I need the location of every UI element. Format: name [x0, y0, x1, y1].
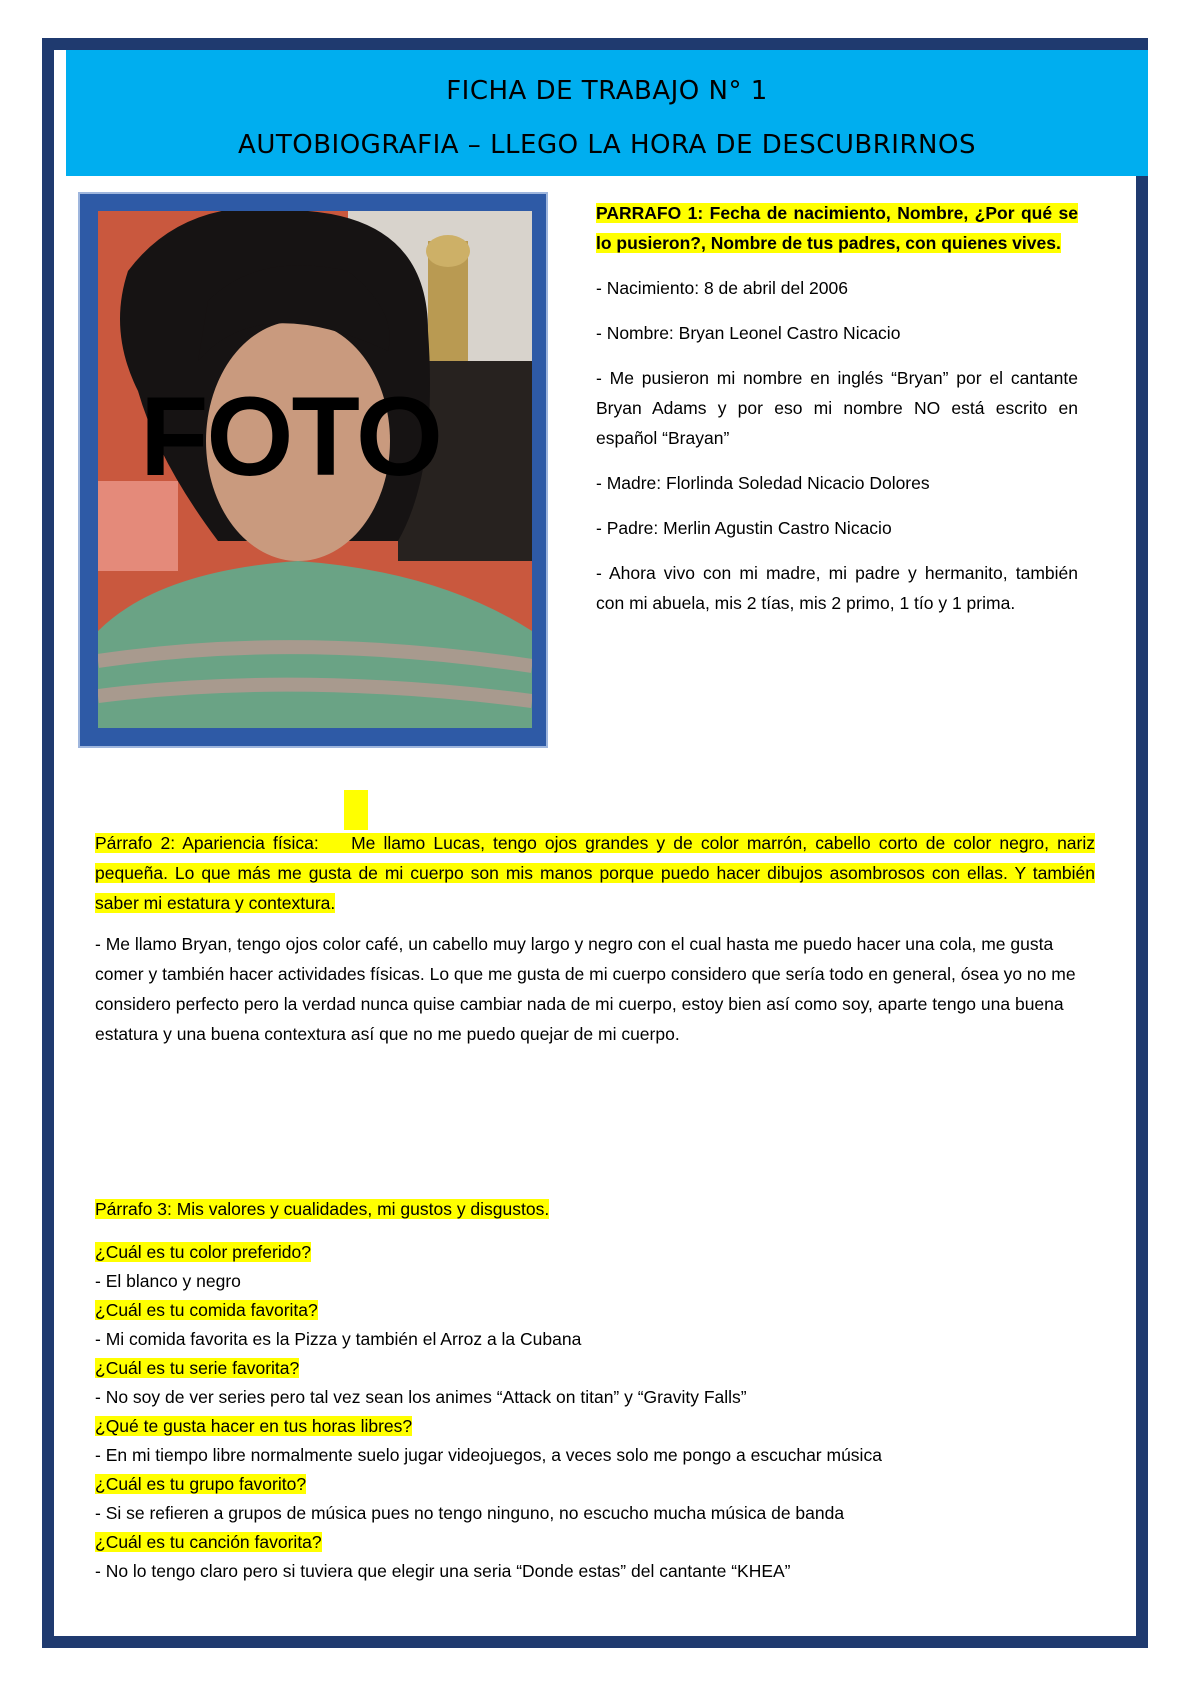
paragraph-2-answer: - Me llamo Bryan, tengo ojos color café, un cabello muy largo y negro con el cual hasta me puedo hacer una cola, me gusta comer y también hacer actividades físicas. Lo que me gusta de mi cuerpo considero que sería todo en general, ósea yo no me considero perfecto pero la verdad nunca quise cambiar nada de mi cuerpo, estoy bien así como soy, aparte tengo una buena estatura y una buena contextura así que no me puedo quejar de mi cuerpo.: [95, 934, 1076, 1044]
answer: - No soy de ver series pero tal vez sean los animes “Attack on titan” y “Gravity Falls”: [95, 1387, 747, 1407]
paragraph-2: [95, 828, 1095, 1049]
foto-overlay-label: FOTO: [140, 374, 442, 499]
answer: - En mi tiempo libre normalmente suelo jugar videojuegos, a veces solo me pongo a escuchar música: [95, 1445, 882, 1465]
paragraph-2-label: Párrafo 2: Apariencia física:: [95, 833, 319, 853]
paragraph-3: [95, 1195, 1095, 1586]
name-origin: - Me pusieron mi nombre en inglés “Bryan” por el cantante Bryan Adams y por eso mi nombre NO está escrito en español “Brayan”: [596, 368, 1078, 448]
living-with: - Ahora vivo con mi madre, mi padre y hermanito, también con mi abuela, mis 2 tías, mis 2 primo, 1 tío y 1 prima.: [596, 563, 1078, 613]
question: ¿Cuál es tu comida favorita?: [95, 1300, 318, 1320]
answer: - Mi comida favorita es la Pizza y también el Arroz a la Cubana: [95, 1329, 582, 1349]
paragraph-2-prompt: [95, 828, 1095, 918]
question: ¿Cuál es tu grupo favorito?: [95, 1474, 307, 1494]
birth-date: - Nacimiento: 8 de abril del 2006: [596, 278, 848, 298]
question: ¿Cuál es tu color preferido?: [95, 1242, 311, 1262]
question-list: [95, 1238, 1095, 1586]
answer: - Si se refieren a grupos de música pues no tengo ninguno, no escucho mucha música de banda: [95, 1503, 845, 1523]
worksheet-subtitle: AUTOBIOGRAFIA – LLEGO LA HORA DE DESCUBRIRNOS: [238, 130, 976, 160]
question: ¿Cuál es tu serie favorita?: [95, 1358, 300, 1378]
mother-name: - Madre: Florlinda Soledad Nicacio Dolores: [596, 473, 930, 493]
title-banner: [66, 50, 1148, 176]
paragraph-1: [596, 198, 1078, 633]
answer: - No lo tengo claro pero si tuviera que elegir una seria “Donde estas” del cantante “KHEA”: [95, 1561, 791, 1581]
highlight-marker: [344, 790, 368, 830]
question: ¿Qué te gusta hacer en tus horas libres?: [95, 1416, 413, 1436]
paragraph-3-title: Párrafo 3: Mis valores y cualidades, mi gustos y disgustos.: [95, 1199, 550, 1219]
father-name: - Padre: Merlin Agustin Castro Nicacio: [596, 518, 892, 538]
worksheet-title: FICHA DE TRABAJO N° 1: [446, 76, 768, 106]
full-name: - Nombre: Bryan Leonel Castro Nicacio: [596, 323, 901, 343]
paragraph-1-prompt: PARRAFO 1: Fecha de nacimiento, Nombre, ¿Por qué se lo pusieron?, Nombre de tus padres, con quienes vives.: [596, 203, 1078, 253]
answer: - El blanco y negro: [95, 1271, 241, 1291]
paragraph-2-example: Me llamo Lucas, tengo ojos grandes y de color marrón, cabello corto de color negro, nariz pequeña. Lo que más me gusta de mi cuerpo son mis manos porque puedo hacer dibujos asombrosos con ellas. Y también saber mi estatura y contextura.: [95, 833, 1095, 913]
question: ¿Cuál es tu canción favorita?: [95, 1532, 322, 1552]
